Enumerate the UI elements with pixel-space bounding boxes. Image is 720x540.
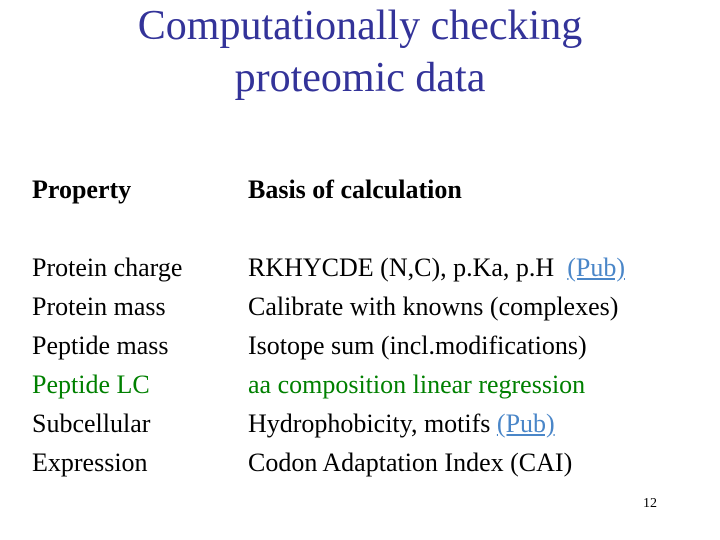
property-cell: Peptide mass — [32, 331, 169, 360]
basis-cell: Codon Adaptation Index (CAI) — [248, 448, 573, 477]
basis-text: Hydrophobicity, motifs — [248, 409, 491, 438]
table-body — [0, 248, 720, 482]
table-row-peptide-lc — [0, 365, 720, 404]
pub-link[interactable]: (Pub) — [567, 253, 625, 282]
basis-column-header: Basis of calculation — [248, 175, 462, 204]
slide-title-line-1: Computationally checking — [137, 3, 583, 49]
table-header — [0, 172, 720, 208]
slide-title — [0, 0, 720, 104]
table-row-subcellular — [0, 404, 720, 443]
property-cell: Expression — [32, 448, 148, 477]
property-cell: Subcellular — [32, 409, 151, 438]
property-cell: Protein charge — [32, 253, 183, 282]
property-cell: Protein mass — [32, 292, 166, 321]
basis-cell: Isotope sum (incl.modifications) — [248, 331, 587, 360]
page-number: 12 — [643, 496, 657, 511]
pub-link[interactable]: (Pub) — [496, 409, 555, 438]
table-row-protein-charge — [0, 248, 720, 287]
property-cell: Peptide LC — [32, 370, 150, 399]
basis-cell — [248, 404, 555, 443]
table-row-expression — [0, 443, 720, 482]
property-column-header: Property — [32, 175, 132, 204]
slide-title-line-2: proteomic data — [234, 55, 486, 101]
basis-text: RKHYCDE (N,C), p.Ka, p.H — [248, 253, 555, 282]
basis-cell: Calibrate with knowns (complexes) — [248, 292, 619, 321]
basis-cell — [248, 248, 625, 287]
basis-cell: aa composition linear regression — [248, 370, 586, 399]
table-row-protein-mass — [0, 287, 720, 326]
table-row-peptide-mass — [0, 326, 720, 365]
